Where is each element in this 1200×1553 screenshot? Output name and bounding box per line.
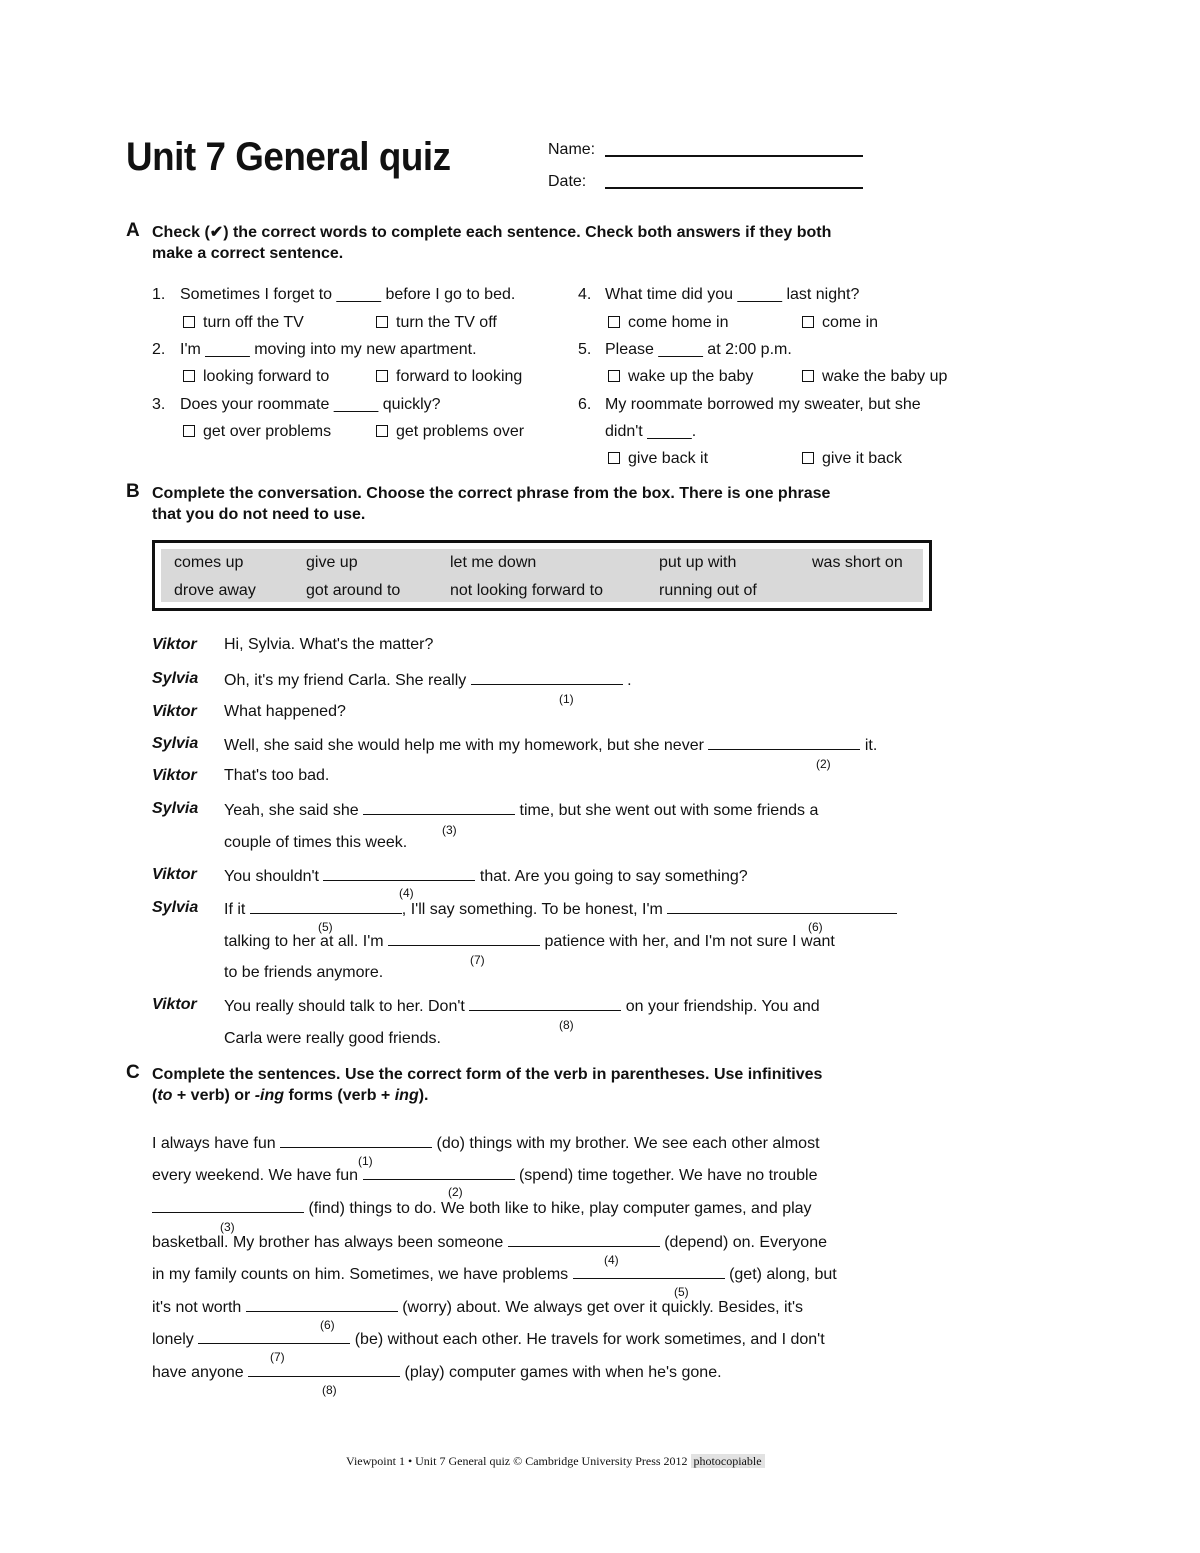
answer-blank[interactable] bbox=[469, 996, 621, 1011]
footer-copyright: Viewpoint 1 • Unit 7 General quiz © Cambridge University Press 2012 bbox=[346, 1454, 688, 1468]
blank-number: (1) bbox=[358, 1154, 373, 1168]
speaker-label: Viktor bbox=[152, 703, 197, 720]
phrase: comes up bbox=[174, 554, 244, 571]
dialogue-line: You shouldn't that. Are you going to say something? bbox=[224, 868, 748, 885]
speaker-label: Sylvia bbox=[152, 670, 199, 687]
section-c-letter: C bbox=[126, 1062, 140, 1083]
dialogue-line: You really should talk to her. Don't on your friendship. You and bbox=[224, 998, 820, 1015]
item-a1-option2[interactable]: turn the TV off bbox=[376, 314, 497, 332]
speaker-label: Sylvia bbox=[152, 800, 199, 817]
phrase: was short on bbox=[812, 554, 903, 571]
item-a5-option1[interactable]: wake up the baby bbox=[608, 368, 753, 386]
answer-blank[interactable] bbox=[198, 1329, 350, 1344]
item-a2-number: 2. bbox=[152, 341, 166, 358]
item-a2-text: I'm _____ moving into my new apartment. bbox=[180, 341, 477, 358]
photocopiable-badge: photocopiable bbox=[691, 1454, 765, 1468]
item-a6-text-cont: didn't _____. bbox=[605, 423, 697, 440]
blank-number: (6) bbox=[808, 920, 823, 934]
dialogue-line-cont: talking to her at all. I'm patience with her, and I'm not sure I want bbox=[224, 933, 835, 950]
dialogue-line: Yeah, she said she time, but she went out with some friends a bbox=[224, 802, 819, 819]
dialogue-line: What happened? bbox=[224, 703, 346, 720]
blank-number: (8) bbox=[559, 1018, 574, 1032]
answer-blank[interactable] bbox=[708, 735, 860, 750]
answer-blank[interactable] bbox=[248, 1362, 400, 1377]
answer-blank[interactable] bbox=[246, 1297, 398, 1312]
item-a1-number: 1. bbox=[152, 286, 166, 303]
phrase: not looking forward to bbox=[450, 582, 603, 599]
item-a4-text: What time did you _____ last night? bbox=[605, 286, 860, 303]
blank-number: (5) bbox=[674, 1285, 689, 1299]
section-b-letter: B bbox=[126, 481, 140, 502]
item-a1-text: Sometimes I forget to _____ before I go to bed. bbox=[180, 286, 516, 303]
dialogue-line-cont: couple of times this week. bbox=[224, 834, 408, 851]
blank-number: (6) bbox=[320, 1318, 335, 1332]
blank-number: (4) bbox=[399, 886, 414, 900]
section-a-instruction-line2: make a correct sentence. bbox=[152, 245, 344, 262]
phrase: give up bbox=[306, 554, 358, 571]
dialogue-line: Oh, it's my friend Carla. She really . bbox=[224, 672, 632, 689]
item-a5-option2[interactable]: wake the baby up bbox=[802, 368, 947, 386]
speaker-label: Sylvia bbox=[152, 735, 199, 752]
paragraph-line: in my family counts on him. Sometimes, we have problems (get) along, but bbox=[152, 1266, 837, 1283]
dialogue-line: Well, she said she would help me with my homework, but she never it. bbox=[224, 737, 878, 754]
item-a5-number: 5. bbox=[578, 341, 592, 358]
item-a4-option2[interactable]: come in bbox=[802, 314, 878, 332]
item-a6-text: My roommate borrowed my sweater, but she bbox=[605, 396, 921, 413]
answer-blank[interactable] bbox=[573, 1264, 725, 1279]
section-b-instruction-line2: that you do not need to use. bbox=[152, 506, 366, 523]
paragraph-line: basketball. My brother has always been someone (depend) on. Everyone bbox=[152, 1234, 827, 1251]
section-c-instructions bbox=[152, 1064, 932, 1106]
item-a3-number: 3. bbox=[152, 396, 166, 413]
footer bbox=[346, 1454, 765, 1469]
item-a3-option2[interactable]: get problems over bbox=[376, 423, 524, 441]
speaker-label: Viktor bbox=[152, 636, 197, 653]
date-field[interactable] bbox=[605, 187, 863, 189]
answer-blank[interactable] bbox=[363, 800, 515, 815]
checkbox[interactable] bbox=[608, 370, 620, 382]
paragraph-line: I always have fun (do) things with my brother. We see each other almost bbox=[152, 1135, 820, 1152]
checkbox[interactable] bbox=[608, 452, 620, 464]
blank-number: (8) bbox=[322, 1383, 337, 1397]
dialogue-line: If it , I'll say something. To be honest, I'm bbox=[224, 899, 897, 919]
answer-blank[interactable] bbox=[280, 1133, 432, 1148]
blank-number: (4) bbox=[604, 1253, 619, 1267]
name-field[interactable] bbox=[605, 155, 863, 157]
paragraph-line: have anyone (play) computer games with when he's gone. bbox=[152, 1364, 722, 1381]
answer-blank[interactable] bbox=[471, 670, 623, 685]
section-c-instruction-line1: Complete the sentences. Use the correct form of the verb in parentheses. Use infinitives bbox=[152, 1066, 823, 1083]
blank-number: (2) bbox=[816, 757, 831, 771]
dialogue-line: Hi, Sylvia. What's the matter? bbox=[224, 636, 434, 653]
date-label: Date: bbox=[548, 173, 587, 190]
paragraph-line: it's not worth (worry) about. We always get over it quickly. Besides, it's bbox=[152, 1299, 804, 1316]
answer-blank[interactable] bbox=[508, 1232, 660, 1247]
section-b-instructions bbox=[152, 483, 912, 525]
item-a6-option1[interactable]: give back it bbox=[608, 450, 708, 468]
speaker-label: Viktor bbox=[152, 767, 197, 784]
checkbox[interactable] bbox=[376, 316, 388, 328]
checkbox[interactable] bbox=[183, 425, 195, 437]
phrase-box bbox=[152, 540, 932, 611]
blank-number: (5) bbox=[318, 920, 333, 934]
section-c-instruction-line2: (to + verb) or -ing forms (verb + ing). bbox=[152, 1087, 429, 1104]
answer-blank[interactable] bbox=[363, 1165, 515, 1180]
name-label: Name: bbox=[548, 141, 596, 158]
checkbox[interactable] bbox=[376, 370, 388, 382]
blank-number: (7) bbox=[470, 953, 485, 967]
paragraph-line: every weekend. We have fun (spend) time together. We have no trouble bbox=[152, 1167, 818, 1184]
phrase: drove away bbox=[174, 582, 256, 599]
paragraph-line: lonely (be) without each other. He travels for work sometimes, and I don't bbox=[152, 1331, 825, 1348]
blank-number: (3) bbox=[220, 1220, 235, 1234]
page-title: Unit 7 General quiz bbox=[126, 135, 451, 179]
checkbox[interactable] bbox=[183, 370, 195, 382]
checkbox[interactable] bbox=[608, 316, 620, 328]
item-a4-option1[interactable]: come home in bbox=[608, 314, 729, 332]
blank-number: (2) bbox=[448, 1185, 463, 1199]
answer-blank[interactable] bbox=[323, 866, 475, 881]
blank-number: (7) bbox=[270, 1350, 285, 1364]
speaker-label: Viktor bbox=[152, 866, 197, 883]
item-a5-text: Please _____ at 2:00 p.m. bbox=[605, 341, 792, 358]
blank-number: (1) bbox=[559, 692, 574, 706]
checkbox[interactable] bbox=[183, 316, 195, 328]
section-a-instructions bbox=[152, 222, 912, 264]
checkbox[interactable] bbox=[802, 452, 814, 464]
item-a4-number: 4. bbox=[578, 286, 592, 303]
item-a6-number: 6. bbox=[578, 396, 592, 413]
item-a2-option1[interactable]: looking forward to bbox=[183, 368, 329, 386]
phrase: let me down bbox=[450, 554, 537, 571]
paragraph-line: (find) things to do. We both like to hike, play computer games, and play bbox=[152, 1198, 812, 1218]
answer-blank[interactable] bbox=[388, 931, 540, 946]
checkbox[interactable] bbox=[802, 316, 814, 328]
item-a1-option1[interactable]: turn off the TV bbox=[183, 314, 304, 332]
answer-blank[interactable] bbox=[667, 899, 897, 914]
item-a3-text: Does your roommate _____ quickly? bbox=[180, 396, 441, 413]
checkbox[interactable] bbox=[376, 425, 388, 437]
phrase: running out of bbox=[659, 582, 757, 599]
section-b-instruction-line1: Complete the conversation. Choose the correct phrase from the box. There is one phrase bbox=[152, 485, 831, 502]
speaker-label: Sylvia bbox=[152, 899, 199, 916]
section-a-instruction-line1: Check (✔) the correct words to complete each sentence. Check both answers if they both bbox=[152, 224, 832, 241]
answer-blank[interactable] bbox=[250, 899, 402, 914]
item-a3-option1[interactable]: get over problems bbox=[183, 423, 331, 441]
item-a6-option2[interactable]: give it back bbox=[802, 450, 902, 468]
section-a-letter: A bbox=[126, 220, 140, 241]
phrase: put up with bbox=[659, 554, 737, 571]
dialogue-line: That's too bad. bbox=[224, 767, 330, 784]
answer-blank[interactable] bbox=[152, 1198, 304, 1213]
blank-number: (3) bbox=[442, 823, 457, 837]
speaker-label: Viktor bbox=[152, 996, 197, 1013]
phrase: got around to bbox=[306, 582, 401, 599]
dialogue-line-cont: to be friends anymore. bbox=[224, 964, 384, 981]
item-a2-option2[interactable]: forward to looking bbox=[376, 368, 522, 386]
dialogue-line-cont: Carla were really good friends. bbox=[224, 1030, 441, 1047]
checkbox[interactable] bbox=[802, 370, 814, 382]
